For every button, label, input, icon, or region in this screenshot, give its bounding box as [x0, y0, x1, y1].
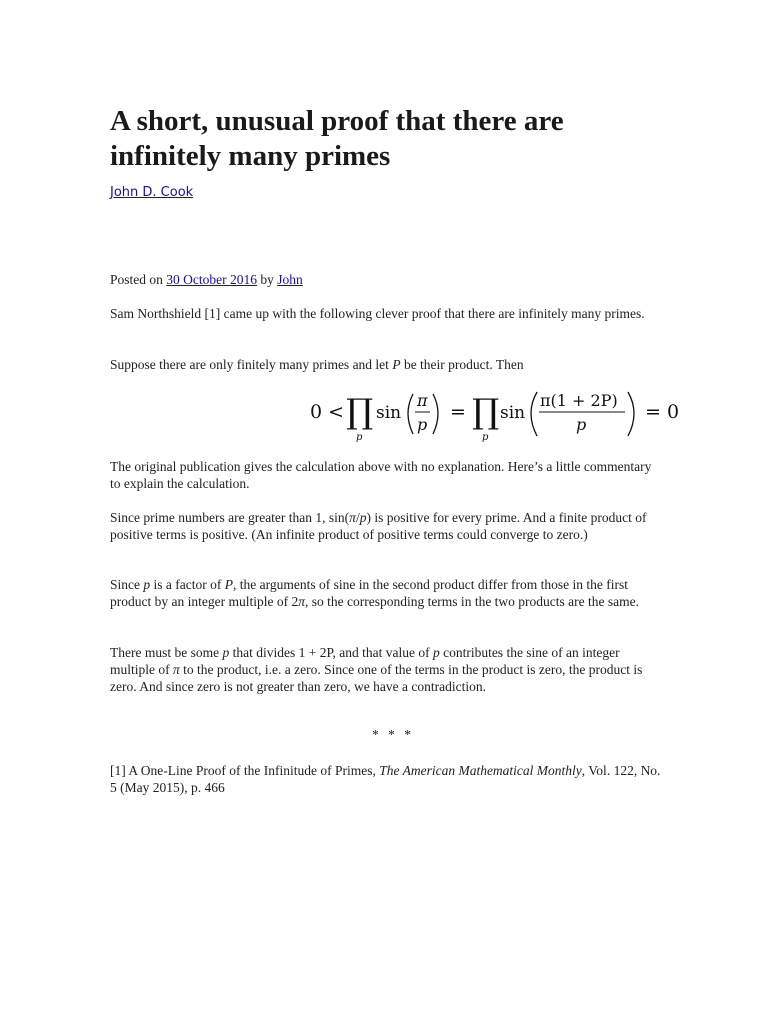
reference-prefix: [1] A One-Line Proof of the Infinitude of Primes, — [110, 763, 380, 778]
frac2-denominator: p — [576, 415, 587, 434]
post-author-link[interactable]: John — [277, 272, 303, 287]
equation-lhs: 0 < — [310, 401, 345, 423]
paragraph-suppose: Suppose there are only finitely many primes and let P be their product. Then — [110, 357, 524, 372]
product-equation — [310, 378, 710, 448]
product-symbol-2: ∏ — [472, 392, 500, 432]
paragraph-intro: Sam Northshield [1] came up with the following clever proof that there are infinitely many primes. — [110, 306, 645, 321]
reference-suffix: , Vol. 122, No. 5 (May 2015), p. 466 — [110, 763, 661, 795]
paragraph-factor: Since p is a factor of P, the arguments of sine in the second product differ from those in the first product by an integer multiple of 2π, so the corresponding terms in the two products are the same. — [110, 577, 640, 609]
product-index-2: p — [482, 432, 489, 443]
sin-label-1: sin — [376, 403, 402, 423]
frac1-denominator: p — [417, 415, 428, 434]
paren-open-1 — [408, 394, 413, 434]
post-date-link[interactable]: 30 October 2016 — [166, 272, 257, 287]
paragraph-commentary: The original publication gives the calculation above with no explanation. Here’s a little commentary to explain the calculation. — [110, 459, 652, 491]
page-title: A short, unusual proof that there are infinitely many primes — [110, 105, 564, 172]
equation-rhs: = 0 — [645, 401, 680, 423]
paragraph-contradiction: There must be some p that divides 1 + 2P, and that value of p contributes the sine of an integer multiple of π to the product, i.e. a zero. Since one of the terms in the product is zero, the product is zero. And since zero is not greater than zero, we have a contradiction. — [110, 645, 643, 694]
author-link[interactable]: John D. Cook — [110, 185, 194, 200]
reference-citation — [110, 762, 670, 796]
posted-by-text: by — [257, 272, 278, 287]
paren-open-2 — [531, 392, 537, 436]
post-meta — [110, 272, 303, 288]
equation-equals: = — [450, 401, 466, 423]
posted-prefix: Posted on — [110, 272, 167, 287]
frac2-numerator: π(1 + 2P) — [540, 391, 618, 410]
product-index-1: p — [356, 432, 363, 443]
sin-label-2: sin — [500, 403, 526, 423]
product-symbol-1: ∏ — [346, 392, 374, 432]
paren-close-1 — [433, 394, 438, 434]
frac1-numerator: π — [417, 391, 428, 410]
paren-close-2 — [628, 392, 634, 436]
paragraph-positive: Since prime numbers are greater than 1, sin(π/p) is positive for every prime. And a finite product of positive terms is positive. (An infinite product of positive terms could converge to zero.) — [110, 510, 647, 542]
reference-journal: The American Mathematical Monthly — [379, 763, 582, 778]
section-separator: * * * — [372, 727, 414, 742]
